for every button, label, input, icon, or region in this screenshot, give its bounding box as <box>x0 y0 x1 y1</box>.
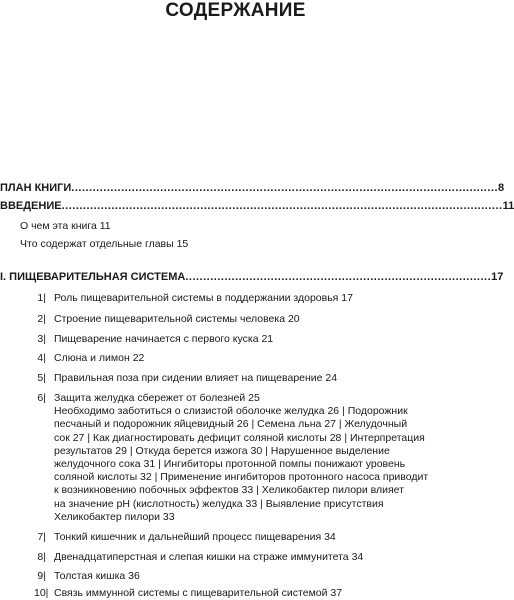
toc-page-number: 11 <box>502 200 514 212</box>
toc-item-number: 6| <box>37 392 46 404</box>
toc-item-line: Строение пищеварительной системы человека 20 <box>54 313 300 325</box>
toc-item-line: Защита желудка сбережет от болезней 25 <box>54 392 260 404</box>
toc-subentry-chapters-content[interactable]: Что содержат отдельные главы 15 <box>20 238 189 250</box>
toc-item-line: на значение pH (кислотность) желудка 33 | Выявление присутствия <box>54 497 384 510</box>
toc-item-line: Хеликобактер пилори 33 <box>54 510 175 523</box>
toc-item-line: Связь иммунной системы с пищеварительной системой 37 <box>54 587 343 599</box>
toc-item-line: Тонкий кишечник и дальнейший процесс пищеварения 34 <box>54 531 336 543</box>
toc-item-line: Необходимо заботиться о слизистой оболочке желудка 26 | Подорожник <box>54 405 408 418</box>
toc-item-number: 7| <box>37 531 46 543</box>
toc-item-line: Правильная поза при сидении влияет на пищеварение 24 <box>54 372 338 384</box>
toc-subentry-about-book[interactable]: О чем эта книга 11 <box>20 220 111 232</box>
toc-item-number: 8| <box>37 551 46 563</box>
toc-entry-plan[interactable] <box>0 181 505 195</box>
toc-entry-label: ПЛАН КНИГИ <box>0 182 72 194</box>
toc-item-number: 2| <box>37 313 46 325</box>
toc-page-number: 8 <box>498 182 505 194</box>
toc-entry-label: ВВЕДЕНИЕ <box>0 200 62 212</box>
toc-item-number: 1| <box>37 292 46 304</box>
toc-item-line: Двенадцатиперстная и слепая кишки на страже иммунитета 34 <box>54 551 364 563</box>
toc-item-number: 3| <box>37 333 46 345</box>
toc-item-line: Толстая кишка 36 <box>54 570 140 582</box>
toc-leader-dots: ...................................................................................... <box>185 271 492 283</box>
toc-item-line: соляной кислоты 32 | Применение ингибиторов протонного насоса приводит <box>54 471 429 484</box>
toc-item-number: 10| <box>34 587 49 599</box>
toc-entry-digestive-system[interactable] <box>0 270 504 284</box>
toc-item-number: 9| <box>37 570 46 582</box>
toc-item-line: Роль пищеварительной системы в поддержании здоровья 17 <box>54 292 353 304</box>
toc-item-line: Пищеварение начинается с первого куска 21 <box>54 333 274 345</box>
toc-leader-dots: ............................................................................................................................ <box>61 200 503 212</box>
toc-item-line: желудочного сока 31 | Ингибиторы протонной помпы понижают уровень <box>54 458 406 471</box>
toc-entry-label: I. ПИЩЕВАРИТЕЛЬНАЯ СИСТЕМА <box>0 271 186 283</box>
toc-item-number: 4| <box>37 352 46 364</box>
toc-item-line: песчаный и подорожник яйцевидный 26 | Семена льна 27 | Желудочный <box>54 418 408 431</box>
toc-entry-introduction[interactable] <box>0 199 514 213</box>
toc-item-line: сок 27 | Как диагностировать дефицит соляной кислоты 28 | Интерпретация <box>54 431 425 444</box>
toc-item-line: Слюна и лимон 22 <box>54 352 145 364</box>
toc-leader-dots: ........................................................................................................................ <box>71 182 499 194</box>
toc-item-number: 5| <box>37 372 46 384</box>
toc-item-line: результатов 29 | Откуда берется изжога 30 | Нарушенное выделение <box>54 444 390 457</box>
toc-page-number: 17 <box>491 271 504 283</box>
toc-item-line: к возникновению побочных эффектов 33 | Хеликобактер пилори влияет <box>54 484 404 497</box>
page-title: СОДЕРЖАНИЕ <box>165 0 306 21</box>
